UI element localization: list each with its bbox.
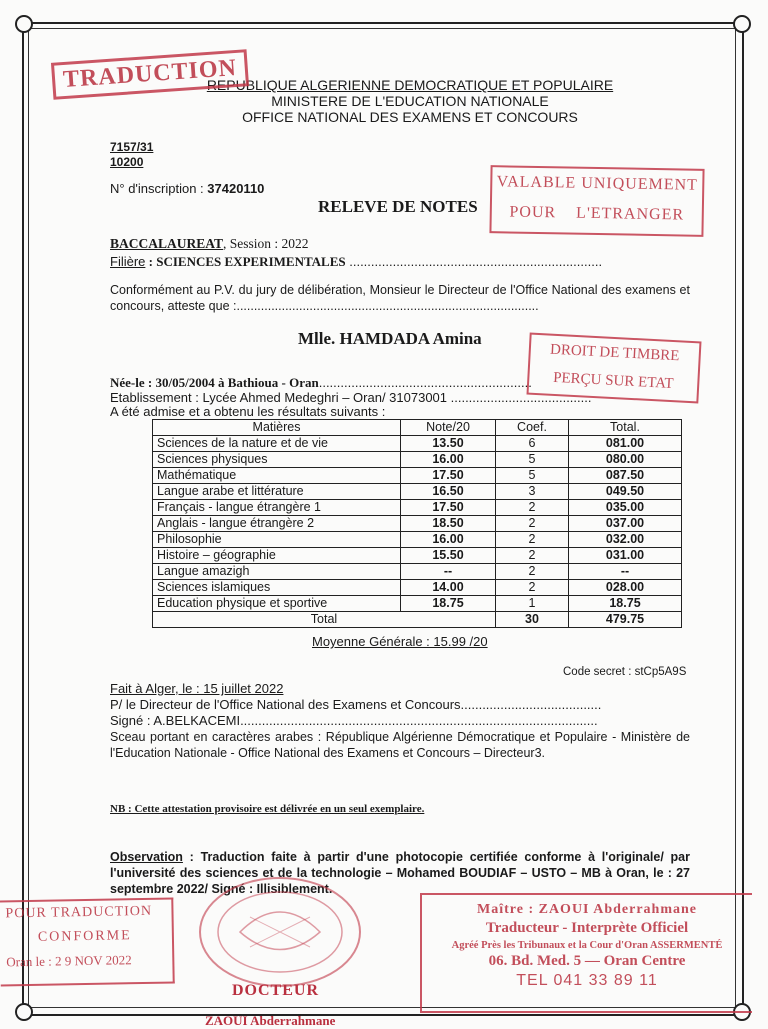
birth-dots: ........................................................... (318, 375, 532, 390)
note-cell: 15.50 (401, 548, 496, 564)
total-cell: 18.75 (569, 596, 682, 612)
birth-line (110, 375, 532, 391)
total-cell: 028.00 (569, 580, 682, 596)
table-header-row (153, 420, 682, 436)
subject-cell: Langue arabe et littérature (153, 484, 401, 500)
note-cell: 14.00 (401, 580, 496, 596)
coef-cell: 2 (496, 580, 569, 596)
valable-stamp-line2: POUR L'ETRANGER (509, 203, 685, 224)
total-cell: 049.50 (569, 484, 682, 500)
total-cell: 081.00 (569, 436, 682, 452)
table-row (153, 548, 682, 564)
translator-agreement: Agréé Près les Tribunaux et la Cour d'Oran ASSERMENTÉ (451, 940, 723, 951)
total-label: Total (153, 612, 496, 628)
table-row (153, 532, 682, 548)
coef-cell: 6 (496, 436, 569, 452)
official-seal-icon (180, 872, 380, 992)
birth-value: 30/05/2004 à Bathioua - Oran (155, 375, 319, 390)
coef-cell: 2 (496, 532, 569, 548)
conforme-line1: POUR TRADUCTION (5, 903, 153, 922)
total-cell: 032.00 (569, 532, 682, 548)
total-cell: 080.00 (569, 452, 682, 468)
inscription-line (110, 181, 264, 197)
note-cell: 16.00 (401, 452, 496, 468)
note-cell: -- (401, 564, 496, 580)
coef-cell: 2 (496, 548, 569, 564)
header-note: Note/20 (401, 420, 496, 436)
timbre-stamp-line2: PERÇU SUR ETAT (552, 369, 674, 393)
grades-table (152, 419, 682, 628)
total-cell: 087.50 (569, 468, 682, 484)
table-row (153, 516, 682, 532)
intro-paragraph: Conformément au P.V. du jury de délibération, Monsieur le Directeur de l'Office National des examens et concours, atteste que :....................................................................................... (110, 283, 690, 313)
result-line: A été admise et a obtenu les résultats suivants : (110, 404, 386, 419)
subject-cell: Sciences de la nature et de vie (153, 436, 401, 452)
table-row (153, 436, 682, 452)
translator-phone: TEL 041 33 89 11 (516, 972, 658, 989)
total-cell: 031.00 (569, 548, 682, 564)
conforme-line2: CONFORME (37, 928, 132, 945)
filiere-value: : SCIENCES EXPERIMENTALES (145, 254, 346, 269)
corner-ornament (15, 15, 33, 33)
note-cell: 18.75 (401, 596, 496, 612)
reference-code-2: 10200 (110, 155, 144, 169)
subject-cell: Histoire – géographie (153, 548, 401, 564)
note-cell: 13.50 (401, 436, 496, 452)
moyenne-generale: Moyenne Générale : 15.99 /20 (312, 634, 488, 649)
header-ministry: MINISTERE DE L'EDUCATION NATIONALE (271, 93, 549, 109)
total-cell: -- (569, 564, 682, 580)
document-title: RELEVE DE NOTES (318, 197, 478, 216)
observation-label: Observation (110, 850, 183, 864)
total-cell: 037.00 (569, 516, 682, 532)
total-coef: 30 (496, 612, 569, 628)
traduction-stamp: TRADUCTION (51, 49, 249, 100)
note-cell: 18.50 (401, 516, 496, 532)
table-row (153, 500, 682, 516)
translator-title: Traducteur - Interprète Officiel (485, 920, 689, 936)
translator-stamp (420, 893, 752, 1013)
code-secret: Code secret : stCp5A9S (563, 666, 687, 678)
exam-name: BACCALAUREAT (110, 236, 224, 251)
header-matieres: Matières (153, 420, 401, 436)
note-cell: 17.50 (401, 468, 496, 484)
coef-cell: 3 (496, 484, 569, 500)
signed-line: Signé : A.BELKACEMI................................................................................................... (110, 713, 598, 728)
subject-cell: Français - langue étrangère 1 (153, 500, 401, 516)
exam-line (110, 236, 309, 252)
director-line: P/ le Directeur de l'Office National des Examens et Concours....................................... (110, 697, 602, 712)
conforme-stamp (0, 897, 175, 986)
note-cell: 16.50 (401, 484, 496, 500)
table-row (153, 580, 682, 596)
subject-cell: Langue amazigh (153, 564, 401, 580)
corner-ornament (15, 1003, 33, 1021)
subject-cell: Anglais - langue étrangère 2 (153, 516, 401, 532)
inscription-number: 37420110 (207, 181, 265, 196)
coef-cell: 1 (496, 596, 569, 612)
header-republic: REPUBLIQUE ALGERIENNE DEMOCRATIQUE ET POPULAIRE (206, 77, 614, 93)
conforme-line3: Oran le : 2 9 NOV 2022 (6, 952, 132, 970)
observation-text: : Traduction faite à partir d'une photocopie certifiée conforme à l'originale/ par l'université des sciences et de la technologie – Mohamed BOUDIAF – USTO – MB à Oran, le : 27 septembre 2022/ Signé : Illisiblement. (110, 850, 690, 896)
docteur-name: ZAOUI Abderrahmane (205, 1013, 336, 1028)
inscription-label: N° d'inscription : (110, 181, 208, 196)
exam-session: , Session : 2022 (223, 236, 309, 251)
corner-ornament (733, 15, 751, 33)
total-cell: 035.00 (569, 500, 682, 516)
subject-cell: Sciences islamiques (153, 580, 401, 596)
table-row (153, 564, 682, 580)
header-coef: Coef. (496, 420, 569, 436)
docteur-label: DOCTEUR (232, 982, 320, 999)
filiere-dots: ...................................................................... (345, 254, 603, 269)
subject-cell: Education physique et sportive (153, 596, 401, 612)
reference-code-1: 7157/31 (110, 140, 154, 154)
timbre-stamp-line1: DROIT DE TIMBRE (549, 341, 680, 365)
header-total: Total. (569, 420, 682, 436)
note-cell: 17.50 (401, 500, 496, 516)
translator-address: 06. Bd. Med. 5 — Oran Centre (488, 953, 686, 969)
coef-cell: 2 (496, 516, 569, 532)
table-row (153, 452, 682, 468)
note-cell: 16.00 (401, 532, 496, 548)
coef-cell: 2 (496, 500, 569, 516)
subject-cell: Mathématique (153, 468, 401, 484)
table-row (153, 468, 682, 484)
header-office: OFFICE NATIONAL DES EXAMENS ET CONCOURS (242, 109, 578, 125)
table-row (153, 484, 682, 500)
valable-stamp-line1: VALABLE UNIQUEMENT (496, 173, 699, 194)
nb-note: NB : Cette attestation provisoire est délivrée en un seul exemplaire. (110, 803, 425, 815)
total-value: 479.75 (569, 612, 682, 628)
table-total-row (153, 612, 682, 628)
valable-stamp (489, 165, 704, 237)
place-date: Fait à Alger, le : 15 juillet 2022 (110, 681, 284, 696)
filiere-label: Filière (110, 254, 146, 269)
seal-description: Sceau portant en caractères arabes : République Algérienne Démocratique et Populaire - Ministère de l'Education Nationale - Office National des Examens et Concours – Directeur3. (110, 730, 690, 760)
school-line: Etablissement : Lycée Ahmed Medeghri – Oran/ 31073001 ....................................... (110, 390, 592, 405)
birth-label: Née-le : (110, 375, 156, 390)
coef-cell: 2 (496, 564, 569, 580)
coef-cell: 5 (496, 452, 569, 468)
table-row (153, 596, 682, 612)
subject-cell: Sciences physiques (153, 452, 401, 468)
coef-cell: 5 (496, 468, 569, 484)
candidate-name: Mlle. HAMDADA Amina (298, 329, 482, 348)
subject-cell: Philosophie (153, 532, 401, 548)
translator-name: Maître : ZAOUI Abderrahmane (477, 902, 697, 917)
filiere-line (110, 254, 602, 270)
